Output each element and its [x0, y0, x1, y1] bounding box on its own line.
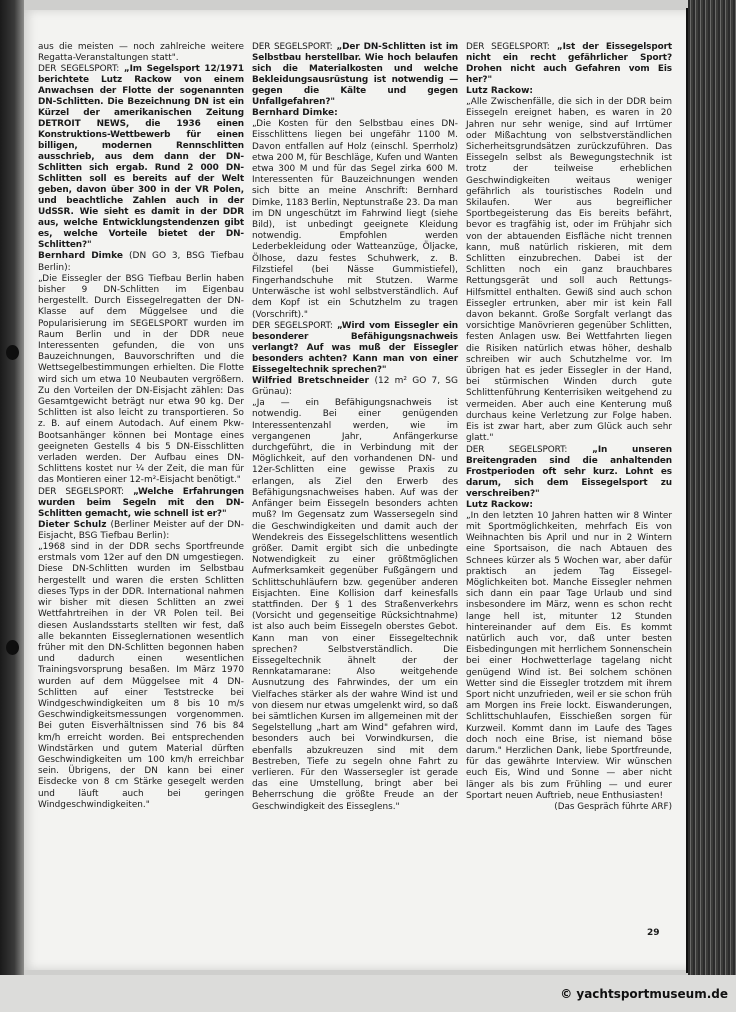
paragraph: aus die meisten — noch zahlreiche weitere Regatta-Veranstaltungen statt". — [38, 42, 244, 64]
interview-question: DER SEGELSPORT: „Welche Erfahrungen wurden beim Segeln mit den DN-Schlitten gemacht, wie schnell ist er?" — [38, 486, 244, 519]
speaker-name: Lutz Rackow: — [466, 499, 533, 510]
punch-hole-icon — [6, 640, 19, 655]
book-spine — [688, 0, 736, 975]
speaker-name: Lutz Rackow: — [466, 86, 533, 96]
book-binding — [0, 0, 24, 1012]
answer-paragraph: „1968 sind in der DDR sechs Sportfreunde erstmals vom 12er auf den DN umgestiegen. Diese DN-Schlitten wurden im Selbstbau hergestellt und waren die ersten Schlitten dieses Typs in der DDR. International nahmen wir bisher mit diesen Schlitten an zwei Wettfahrtreihen in der VR Polen teil. Bei diesen Auslandsstarts stellten wir fest, daß alle bekannten Eisseglernationen wesentlich früher mit den DN-Schlitten begonnen haben und dadurch einen wesentlichen Trainingsvorsprung besaßen. Im März 1970 wurden auf dem Müggelsee mit 4 DN-Schlitten auf einer Teststrecke bei Windgeschwindigkeiten um 8 bis 10 m/s Geschwindigkeitsmessungen vorgenommen. Bei guten Eisverhältnissen sind 76 bis 84 km/h erreicht worden. Bei entsprechenden Windstärken und gutem Material dürften Geschwindigkeiten um 100 km/h erreichbar sein. Übrigens, der DN kann bei einer Eisdecke von 8 cm Stärke gesegelt werden und läuft auch bei geringen Windgeschwindigkeiten." — [38, 542, 244, 810]
interview-question: DER SEGELSPORT: „Wird vom Eissegler ein besonderer Befähigungsnachweis verlangt? Auf was muß der Eissegler besonders achten? Kann man von einer Eissegeltechnik sprechen?" — [252, 320, 459, 375]
speaker-name: Bernhard Dimke (DN GO 3, BSG Tiefbau Berlin): — [38, 251, 244, 273]
answer-paragraph: „Alle Zwischenfälle, die sich in der DDR beim Eissegeln ereignet haben, es waren in 20 Jahren nur sehr wenige, sind auf Irrtümer oder Mißachtung von selbstverständlichen Sicherheitsgrundsätzen zurückzuführen. Das Eissegeln selbst als Bewegungstechnik ist trotz der teilweise erheblichen Geschwindigkeiten weitaus weniger gefährlich als touristisches Rodeln und Skilaufen. Wer aus begreiflicher Sportbegeisterung das Eis bereits befährt, bevor es tragfähig ist, oder im Frühjahr sich von der abtauenden Eisfläche nicht trennen kann, muß natürlich riskieren, mit dem Schlitten einzubrechen. Dabei ist der Schlitten noch ein ganz brauchbares Rettungsgerät und soll auch Rettungs-Hilfsmittel enthalten. Gewiß sind auch schon Eissegler ertrunken, aber mir ist kein Fall davon bekannt. Große Sorgfalt verlangt das vorsichtige Manövrieren gegenüber Schlitten, festen Anlagen usw. Bei Wettfahrten liegen die Risiken natürlich etwas höher, deshalb schreiben wir auch Schutzhelme vor. Im übrigen hat es jeder Eissegler in der Hand, bei stürmischen Winden durch gute Schlittenführung Kenterrisiken weitgehend zu vermeiden. Aber auch eine Kenterung muß durchaus keine Verletzung zur Folge haben. Eis ist zwar hart, aber zum Glück auch sehr glatt." — [466, 97, 672, 444]
punch-hole-icon — [6, 345, 19, 360]
watermark: © yachtsportmuseum.de — [560, 987, 728, 1001]
answer-paragraph: „Ja — ein Befähigungsnachweis ist notwendig. Bei einer genügenden Interessentenzahl werden, wie im vergangenen Jahr, Anfängerkurse durchgeführt, die in Verbindung mit der Möglichkeit, auf den vorhandenen DN- und 12er-Schlitten eine gewisse Praxis zu erlangen, als Ziel den Erwerb des Befähigungsnachweises haben. Auf was der Anfänger beim Eissegeln besonders achten muß? Im Gegensatz zum Wassersegeln sind die Geschwindigkeiten und damit auch der Wendekreis des Eissegelschlittens wesentlich größer. Damit ergibt sich die unbedingte Notwendigkeit zu einer größtmöglichen Aufmerksamkeit gegenüber Fußgängern und Schlittschuhläufern bzw. gegenüber anderen Eisjachten. Eine Kollision darf keinesfalls stattfinden. Der § 1 des Straßenverkehrs (Vorsicht und gegenseitige Rücksichtnahme) ist also auch beim Eissegeln oberstes Gebot. Kann man von einer Eissegeltechnik sprechen? Selbstverständlich. Die Eissegeltechnik ähnelt der der Rennkatamarane: Also weitgehende Ausnutzung des Fahrwindes, der um ein Vielfaches stärker als der wahre Wind ist und von diesem nur etwas umgelenkt wird, so daß bei sämtlichen Kursen im allgemeinen mit der Segelstellung „hart am Wind" gefahren wird, besonders auch bei Vorwindkursen, die ebenfalls abzukreuzen sind mit dem Bestreben, Tiefe zu segeln ohne Fahrt zu verlieren. Für den Wassersegler ist gerade das eine Umstellung, bringt aber bei Beherrschung die größte Freude an der Geschwindigkeit des Eisseglens." — [252, 398, 458, 812]
interview-credit: (Das Gespräch führte ARF) — [554, 801, 672, 812]
speaker-name: Bernhard Dimke: — [252, 108, 338, 118]
speaker-name: Dieter Schulz (Berliner Meister auf der DN-Eisjacht, BSG Tiefbau Berlin): — [38, 519, 244, 541]
column-3 — [466, 42, 672, 813]
interview-question: DER SEGELSPORT: „In unseren Breitengraden sind die anhaltenden Frostperioden oft sehr kurz. Lohnt es darum, sich dem Eissegelsport zu verschreiben?" — [466, 444, 672, 499]
interview-question: DER SEGELSPORT: „Im Segelsport 12/1971 berichtete Lutz Rackow von einem Anwachsen der Flotte der sogenannten DN-Schlitten. Die Bezeichnung DN ist ein Kürzel der amerikanischen Zeitung DETROIT NEWS, die 1936 einen Konstruktions-Wettbewerb für einen billigen, modernen Rennschlitten ausschrieb, aus dem dann der DN-Schlitten sich ergab. Rund 2 000 DN-Schlitten soll es bereits auf der Welt geben, davon über 300 in der VR Polen, und beachtliche Zahlen auch in der UdSSR. Wie sieht es damit in der DDR aus, welche Entwicklungstendenzen gibt es, welche Vorteile bietet der DN-Schlitten?" — [38, 64, 244, 251]
interview-question: DER SEGELSPORT: „Der DN-Schlitten ist im Selbstbau herstellbar. Wie hoch belaufen sich die Materialkosten und welche Bekleidungsausrüstung ist notwendig — gegen die Kälte und gegen Unfallgefahren?" — [252, 42, 458, 107]
column-2 — [252, 42, 458, 813]
interview-question: DER SEGELSPORT: „Ist der Eissegelsport nicht ein recht gefährlicher Sport? Drohen nicht auch Gefahren vom Eis her?" — [466, 42, 672, 85]
column-1 — [38, 42, 244, 811]
speaker-name: Wilfried Bretschneider (12 m² GO 7, SG Grünau): — [252, 375, 458, 398]
answer-paragraph: „Die Eissegler der BSG Tiefbau Berlin haben bisher 9 DN-Schlitten im Eigenbau hergestellt. Durch Eissegelregatten der DN-Klasse auf dem Müggelsee und die Popularisierung im SEGELSPORT wurden im Raum Berlin und in der DDR neue Interessenten gefunden, die von uns Bauzeichnungen, Bauvorschriften und die Wettsegelbestimmungen erhielten. Die Flotte wird sich um etwa 10 Neubauten vergrößern. Zu den Vorteilen der DN-Eisjacht zählen: Das Gesamtgewicht beträgt nur etwa 90 kg. Der Schlitten ist also leicht zu transportieren. So z. B. auf einem Autodach. Auf einem Pkw-Bootsanhänger können bei Montage eines geeigneten Gestells 4 bis 5 DN-Eisschlitten verladen werden. Der Aufbau eines DN-Schlittens kostet nur ¼ der Zeit, die man für das Montieren einer 12-m²-Eisjacht benötigt." — [38, 273, 244, 486]
page-number: 29 — [647, 928, 660, 938]
answer-paragraph: „In den letzten 10 Jahren hatten wir 8 Winter mit Sportmöglichkeiten, mehrfach Eis von Weihnachten bis April und nur in 2 Wintern eine Sportsaison, die nach Abtauen des Schnees kürzer als 5 Wochen war, aber dafür praktisch an jedem Tag Eissegel-Möglichkeiten bot. Manche Eissegler nehmen sich dann ein paar Tage Urlaub und sind insbesondere im März, wenn es schon recht lange hell ist, mitunter 12 Stunden hintereinander auf dem Eis. Es kommt natürlich auch vor, daß unter besten Eisbedingungen mit herrlichem Sonnenschein bei einer Hochwetterlage tagelang nicht genügend Wind ist. Bei solchem schönen Wetter sind die Eissegler trotzdem mit ihrem Sport nicht unzufrieden, weil er sie schon früh am Morgen ins Freie lockt. Eiswanderungen, Schlittschuhlaufen, Eisschießen sorgen für Kurzweil. Kommt dann im Laufe des Tages doch noch eine Brise, ist niemand böse darum." Herzlichen Dank, liebe Sportfreunde, für das gewährte Interview. Wir wünschen euch Eis, Wind und Sonne — aber nicht länger als bis zum Frühling — und eurer Sportart neuen Auftrieb, neue Enthusiasten! — [466, 510, 672, 801]
answer-paragraph: „Die Kosten für den Selbstbau eines DN-Eisschlittens liegen bei ungefähr 1100 M. Davon entfallen auf Holz (einschl. Sperrholz) etwa 200 M, für Beschläge, Kufen und Wanten etwa 300 M und für das Segel zirka 600 M. Interessenten für Bauzeichnungen wenden sich bitte an meine Anschrift: Bernhard Dimke, 1183 Berlin, Neptunstraße 23. Da man im DN ungeschützt im Fahrwind liegt (siehe Bild), ist unbedingt geeignete Kleidung notwendig. Empfohlen werden Lederbekleidung oder Watteanzüge, Öljacke, Ölhose, dazu festes Schuhwerk, z. B. Filzstiefel (bei Nässe Gummistiefel), Fingerhandschuhe mit Stutzen. Warme Unterwäsche ist wohl selbstverständlich. Auf dem Kopf ist ein Schutzhelm zu tragen (Vorschrift)." — [252, 119, 458, 320]
magazine-page — [22, 10, 690, 970]
